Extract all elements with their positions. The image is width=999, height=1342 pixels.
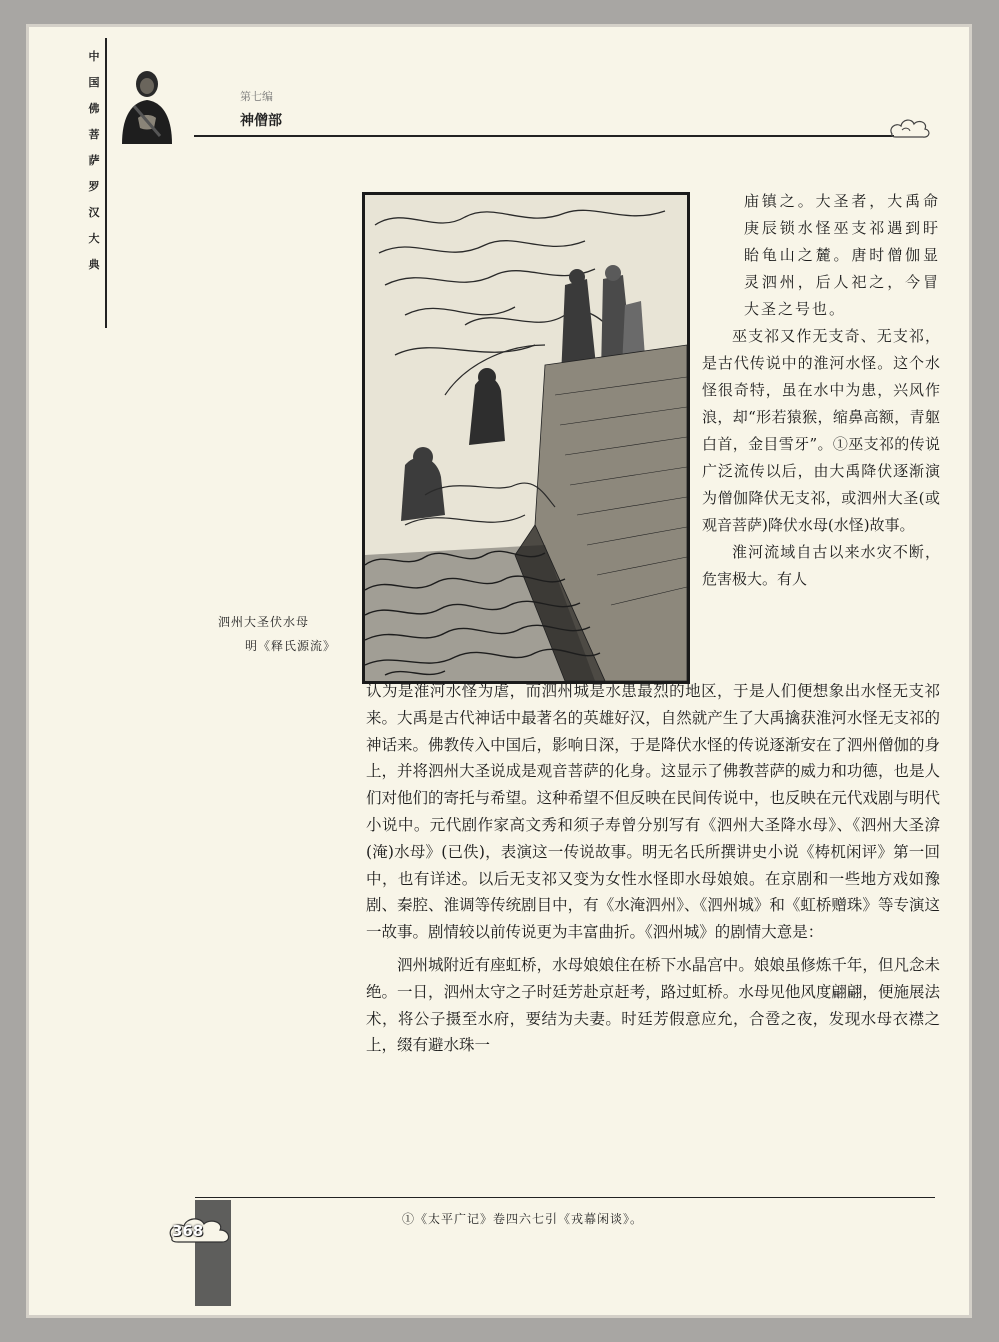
sidebar-title-char: 佛 [88, 102, 100, 115]
woodblock-illustration [362, 192, 690, 684]
page-number: 368 [172, 1222, 204, 1240]
paragraph: 泗州城附近有座虹桥，水母娘娘住在桥下水晶宫中。娘娘虽修炼千年，但凡念未绝。一日，泗州太守之子时廷芳赴京赶考，路过虹桥。水母见他风度翩翩，便施展法术，将公子摄至水府，要结为夫妻。时廷芳假意应允，合卺之夜，发现水母衣襟之上，缀有避水珠一 [366, 955, 940, 1055]
book-page [26, 24, 972, 1318]
quoted-passage: 庙镇之。大圣者，大禹命庚辰锁水怪巫支祁遇到盱眙龟山之麓。唐时僧伽显灵泗州，后人祀之，今冒大圣之号也。 [744, 192, 940, 318]
footnote: ①《太平广记》卷四六七引《戎幕闲谈》。 [402, 1212, 644, 1226]
section-title: 神僧部 [240, 113, 282, 129]
caption-source: 明《释氏源流》 [244, 639, 336, 653]
sidebar-book-title [86, 44, 102, 278]
cloud-ornament-icon [888, 116, 932, 140]
sidebar-title-char: 菩 [88, 128, 100, 141]
sidebar-title-char: 中 [88, 50, 100, 63]
paragraph-start: 淮河流域自古以来水灾不断，危害极大。有人 [702, 543, 940, 588]
part-label: 第七编 [240, 90, 273, 103]
footer-rule [195, 1197, 935, 1198]
monk-portrait-icon [114, 66, 180, 146]
header-rule [194, 135, 894, 137]
body-text-block [366, 678, 940, 1059]
column-text-block [702, 188, 940, 593]
paragraph: 认为是淮河水怪为虐，而泗州城是水患最烈的地区，于是人们便想象出水怪无支祁来。大禹是古代神话中最著名的英雄好汉，自然就产生了大禹擒获淮河水怪无支祁的神话来。佛教传入中国后，影响日深，于是降伏水怪的传说逐渐安在了泗州僧伽的身上，并将泗州大圣说成是观音菩萨的化身。这显示了佛教菩萨的威力和功德，也是人们对他们的寄托与希望。这种希望不但反映在民间传说中，也反映在元代戏剧与明代小说中。元代剧作家高文秀和须子寿曾分别写有《泗州大圣降水母》、《泗州大圣渰(淹)水母》(已佚)，表演这一传说故事。明无名氏所撰讲史小说《梼杌闲评》第一回中，也有详述。以后无支祁又变为女性水怪即水母娘娘。在京剧和一些地方戏如豫剧、秦腔、淮调等传统剧目中，有《水淹泗州》、《泗州城》和《虹桥赠珠》等专演这一故事。剧情较以前传说更为丰富曲折。《泗州城》的剧情大意是： [366, 682, 940, 942]
paragraph: 巫支祁又作无支奇、无支祁，是古代传说中的淮河水怪。这个水怪很奇特，虽在水中为患，兴风作浪，却“形若猿猴，缩鼻高额，青躯白首，金目雪牙”。①巫支祁的传说广泛流传以后，由大禹降伏逐渐演为僧伽降伏无支祁，或泗州大圣(或观音菩萨)降伏水母(水怪)故事。 [702, 327, 940, 534]
sidebar-title-char: 大 [88, 232, 100, 245]
sidebar-rule [105, 38, 107, 328]
sidebar-title-char: 萨 [88, 154, 100, 167]
sidebar-title-char: 汉 [88, 206, 100, 219]
sidebar-title-char: 典 [88, 258, 100, 271]
sidebar-title-char: 国 [88, 76, 100, 89]
illustration-caption [212, 610, 336, 658]
caption-title: 泗州大圣伏水母 [218, 615, 310, 629]
sidebar-title-char: 罗 [88, 180, 100, 193]
